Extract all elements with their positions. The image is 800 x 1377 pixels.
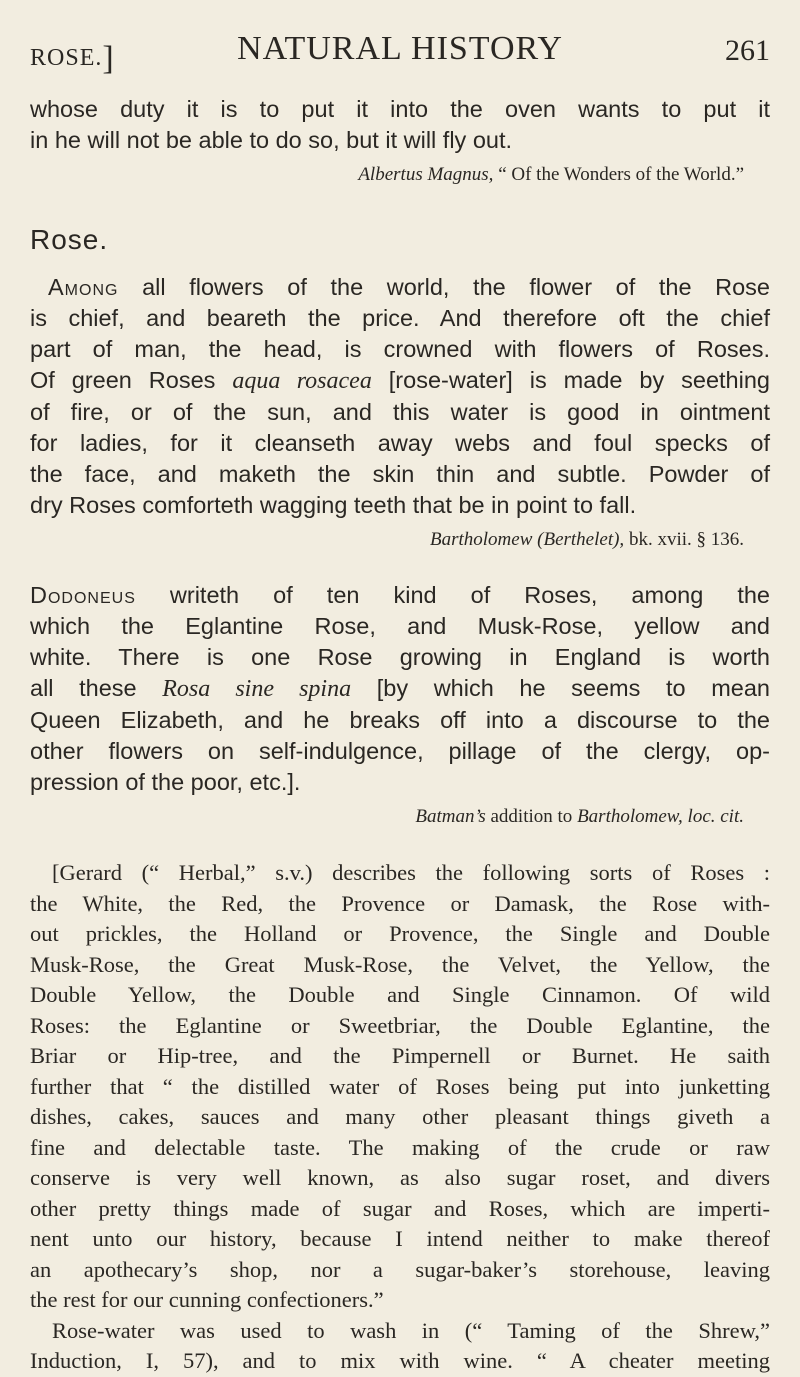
text-line: the face, and maketh the skin thin and subtle. Powder of bbox=[30, 461, 770, 487]
text-line: in he will not be able to do so, but it will fly out. bbox=[30, 127, 513, 153]
text-line: dishes, cakes, sauces and many other pleasant things giveth a bbox=[30, 1104, 770, 1129]
text-line: Of green Roses aqua rosacea [rose-water] is made by seething bbox=[30, 367, 770, 394]
text-line: out prickles, the Holland or Provence, the Single and Double bbox=[30, 921, 770, 946]
text-line: further that “ the distilled water of Roses being put into junketting bbox=[30, 1073, 770, 1099]
text-line: whose duty it is to put it into the oven wants to put it bbox=[30, 96, 770, 122]
text-line: white. There is one Rose growing in England is worth bbox=[30, 644, 770, 670]
text-line: Double Yellow, the Double and Single Cinnamon. Of wild bbox=[30, 982, 770, 1007]
text-line: for ladies, for it cleanseth away webs and foul specks of bbox=[30, 430, 770, 456]
text-line: all these Rosa sine spina [by which he seems to mean bbox=[30, 675, 771, 702]
text-line: an apothecary’s shop, nor a sugar-baker’s storehouse, leaving bbox=[30, 1256, 770, 1282]
text-line: other pretty things made of sugar and Roses, which are imperti- bbox=[30, 1195, 770, 1221]
citation: Bartholomew (Berthelet), bk. xvii. § 136. bbox=[430, 529, 744, 550]
opening-paragraph bbox=[30, 94, 770, 186]
text-line: Among all flowers of the world, the flower of the Rose bbox=[48, 274, 770, 300]
text-line: dry Roses comforteth wagging teeth that be in point to fall. bbox=[30, 492, 637, 518]
text-line: Induction, I, 57), and to mix with wine. “ A cheater meeting bbox=[30, 1348, 770, 1373]
paragraph-dodoneus bbox=[30, 580, 770, 828]
text-line: the White, the Red, the Provence or Damask, the Rose with- bbox=[30, 890, 770, 916]
text-line: [Gerard (“ Herbal,” s.v.) describes the following sorts of Roses : bbox=[52, 860, 770, 885]
text-line: fine and delectable taste. The making of the crude or raw bbox=[30, 1134, 770, 1160]
header-title: NATURAL HISTORY bbox=[237, 30, 563, 67]
text-line: is chief, and beareth the price. And therefore oft the chief bbox=[30, 305, 770, 331]
citation: Batman’s addition to Bartholomew, loc. cit. bbox=[415, 806, 744, 827]
text-line: the rest for our cunning confectioners.” bbox=[30, 1287, 384, 1312]
text-line: part of man, the head, is crowned with flowers of Roses. bbox=[30, 336, 770, 362]
text-line: of fire, or of the sun, and this water is good in ointment bbox=[30, 399, 770, 425]
text-line: which the Eglantine Rose, and Musk-Rose, yellow and bbox=[30, 613, 770, 639]
text-line: Dodoneus writeth of ten kind of Roses, among the bbox=[30, 582, 770, 608]
running-header bbox=[30, 30, 770, 77]
text-line: Briar or Hip-tree, and the Pimpernell or Burnet. He saith bbox=[30, 1043, 770, 1068]
text-line: Queen Elizabeth, and he breaks off into a discourse to the bbox=[30, 707, 770, 733]
text-line: nent unto our history, because I intend neither to make thereof bbox=[30, 1226, 770, 1251]
text-line: pression of the poor, etc.]. bbox=[30, 769, 301, 795]
text-line: conserve is very well known, as also sugar roset, and divers bbox=[30, 1165, 770, 1190]
text-line: Musk-Rose, the Great Musk-Rose, the Velvet, the Yellow, the bbox=[30, 951, 770, 977]
paragraph-among bbox=[30, 272, 770, 551]
page-number: 261 bbox=[725, 34, 770, 67]
paragraph-gerard bbox=[30, 858, 770, 1377]
citation: Albertus Magnus, “ Of the Wonders of the World.” bbox=[358, 164, 744, 185]
text-line: Roses: the Eglantine or Sweetbriar, the Double Eglantine, the bbox=[30, 1012, 770, 1038]
header-section: ROSE.] bbox=[30, 40, 115, 77]
text-line: other flowers on self-indulgence, pillage of the clergy, op- bbox=[30, 738, 770, 764]
section-heading: Rose. bbox=[30, 224, 109, 255]
text-line: Rose-water was used to wash in (“ Taming of the Shrew,” bbox=[52, 1317, 770, 1343]
